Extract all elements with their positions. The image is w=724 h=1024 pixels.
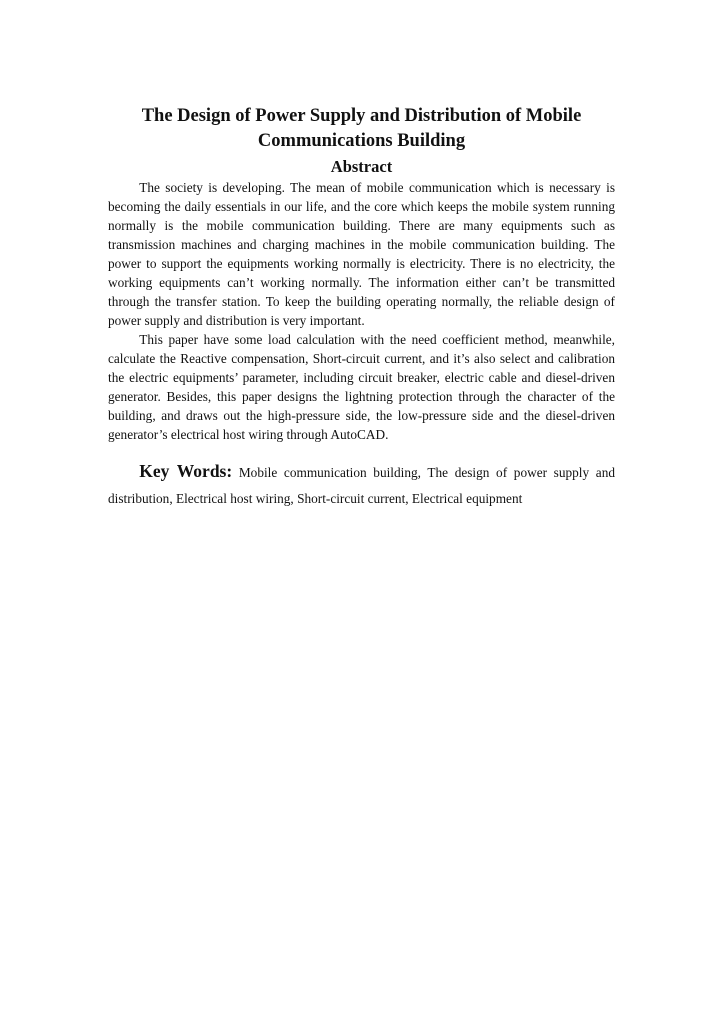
keywords-label: Key Words: bbox=[139, 461, 233, 481]
keywords-text: Mobile communication building, The design of power supply and distribution, Electrical host wiring, Short-circuit current, Electrical equipment bbox=[108, 465, 615, 506]
title-line-1: The Design of Power Supply and Distribution of Mobile bbox=[141, 106, 582, 126]
paper-page bbox=[108, 104, 615, 512]
title-line-2: Communications Building bbox=[257, 131, 466, 151]
keywords bbox=[108, 458, 615, 512]
paper-title bbox=[108, 104, 615, 154]
abstract-paragraph-1: The society is developing. The mean of mobile communication which is necessary is becoming the daily essentials in our life, and the core which keeps the mobile system running normally is the mobile communication building. There are many equipments such as transmission machines and charging machines in the mobile communication building. The power to support the equipments working normally is electricity. There is no electricity, the working equipments can’t working normally. The information either can’t be transmitted through the transfer station. To keep the building operating normally, the reliable design of power supply and distribution is very important. bbox=[108, 180, 615, 328]
abstract-paragraph-2: This paper have some load calculation with the need coefficient method, meanwhile, calculate the Reactive compensation, Short-circuit current, and it’s also select and calibration the electric equipments’ parameter, including circuit breaker, electric cable and diesel-driven generator. Besides, this paper designs the lightning protection through the character of the building, and draws out the high-pressure side, the low-pressure side and the diesel-driven generator’s electrical host wiring through AutoCAD. bbox=[108, 332, 615, 442]
abstract-heading: Abstract bbox=[330, 157, 393, 176]
